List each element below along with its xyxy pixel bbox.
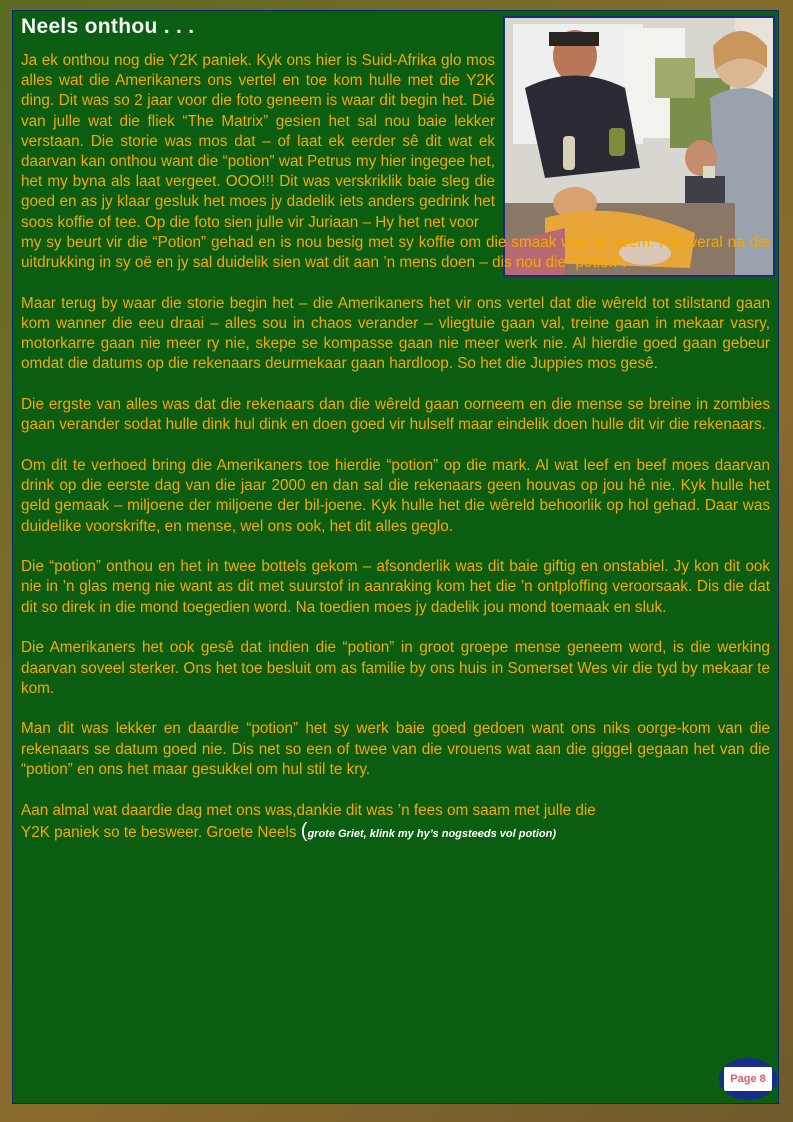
closing-line-1: Aan almal wat daardie dag met ons was,dankie dit was ’n fees om saam met julle die [21, 801, 596, 819]
note-paren: ( [300, 819, 308, 842]
closing-note: grote Griet, klink my hy’s nogsteeds vol potion) [307, 827, 557, 840]
article-body [21, 51, 770, 844]
paragraph-5: Die “potion” onthou en het in twee bottels gekom – afsonderlik was dit baie giftig en onstabiel. Jy kon dit ook nie in ’n glas meng nie want as dit met suurstof in aanraking kom het die ’n ontploffing veroorsaak. Dis die dat dit so direk in die mond toegedien word. Na toedien moes jy dadelik jou mond toemaak en sluk. [21, 558, 770, 616]
paragraph-6: Die Amerikaners het ook gesê dat indien die “potion” in groot groepe mense geneem word, is die werking daarvan soveel sterker. Ons het toe besluit om as familie by ons huis in Somerset Wes vir die tyd by mekaar te kom. [21, 639, 770, 697]
paragraph-7: Man dit was lekker en daardie “potion” het sy werk baie goed gedoen want ons niks oorge-kom van die rekenaars se datum goed nie. Dis net so een of twee van die vrouens wat aan die giggel gegaan het van die “potion” en ons het maar gesukkel om hul stil te kry. [21, 720, 770, 778]
closing-line-2: Y2K paniek so te besweer. Groete Neels [21, 823, 301, 841]
page-number-badge [719, 1058, 777, 1100]
page-panel [12, 10, 779, 1104]
paragraph-1-wrapped: Ja ek onthou nog die Y2K paniek. Kyk ons hier is Suid-Afrika glo mos alles wat die Amerikaners ons vertel en toe kom hulle met die Y2K ding. Dit was so 2 jaar voor die foto geneem is waar dit begin het. Dié van julle wat die fliek “The Matrix” gesien het sal nou baie lekker verstaan. Die storie was mos dat – of laat ek eerder sê dit wat ek daarvan kan onthou want die “potion” wat Petrus my hier ingegee het, het my byna als laat vergeet. OOO!!! Dit was verskriklik baie sleg die goed en as jy klaar gesluk het moes jy dadelik iets anders gedrink het soos koffie of tee. Op die foto sien julle vir Juriaan – Hy het net voor [21, 52, 495, 231]
paragraph-8 [21, 801, 770, 844]
paragraph-3: Die ergste van alles was dat die rekenaars dan die wêreld gaan oorneem en die mense se breine in zombies gaan verander sodat hulle dink hul dink en doen goed vir hulself maar eindelik doen hulle dit vir die rekenaars. [21, 396, 770, 434]
page-title: Neels onthou . . . [21, 15, 195, 38]
paragraph-4: Om dit te verhoed bring die Amerikaners toe hierdie “potion” op die mark. Al wat leef en beef moes daarvan drink op die eerste dag van die jaar 2000 en dan sal die rekenaars geen houvas op jou hê nie. Kyk hulle het geld gemaak – miljoene der miljoene der bil-joene. Kyk hulle het die wêreld behoorlik op hol gehad. Daar was duidelike voorskrifte, en mense, wel ons ook, het dit alles geglo. [21, 456, 770, 535]
paragraph-2: Maar terug by waar die storie begin het – die Amerikaners het vir ons vertel dat die wêreld tot stilstand gaan kom wanner die eeu draai – alles sou in chaos verander – vliegtuie gaan val, treine gaan in mekaar vasry, motorkarre gaan nie meer ry nie, skepe se kompasse gaan nie meer werk nie. Al hierdie goed gaan gebeur omdat die datums op die rekenaars deurmekaar gaan hardloop. So het die Juppies mos gesê. [21, 294, 770, 373]
paragraph-1-continued: my sy beurt vir die “Potion” gehad en is nou besig met sy koffie om die smaak weg te neem. Kyk veral na die uitdrukking in sy oë en jy sal duidelik sien wat dit aan ’n mens doen – dis nou die “potion”. [21, 233, 770, 272]
page-number: Page 8 [724, 1067, 771, 1091]
